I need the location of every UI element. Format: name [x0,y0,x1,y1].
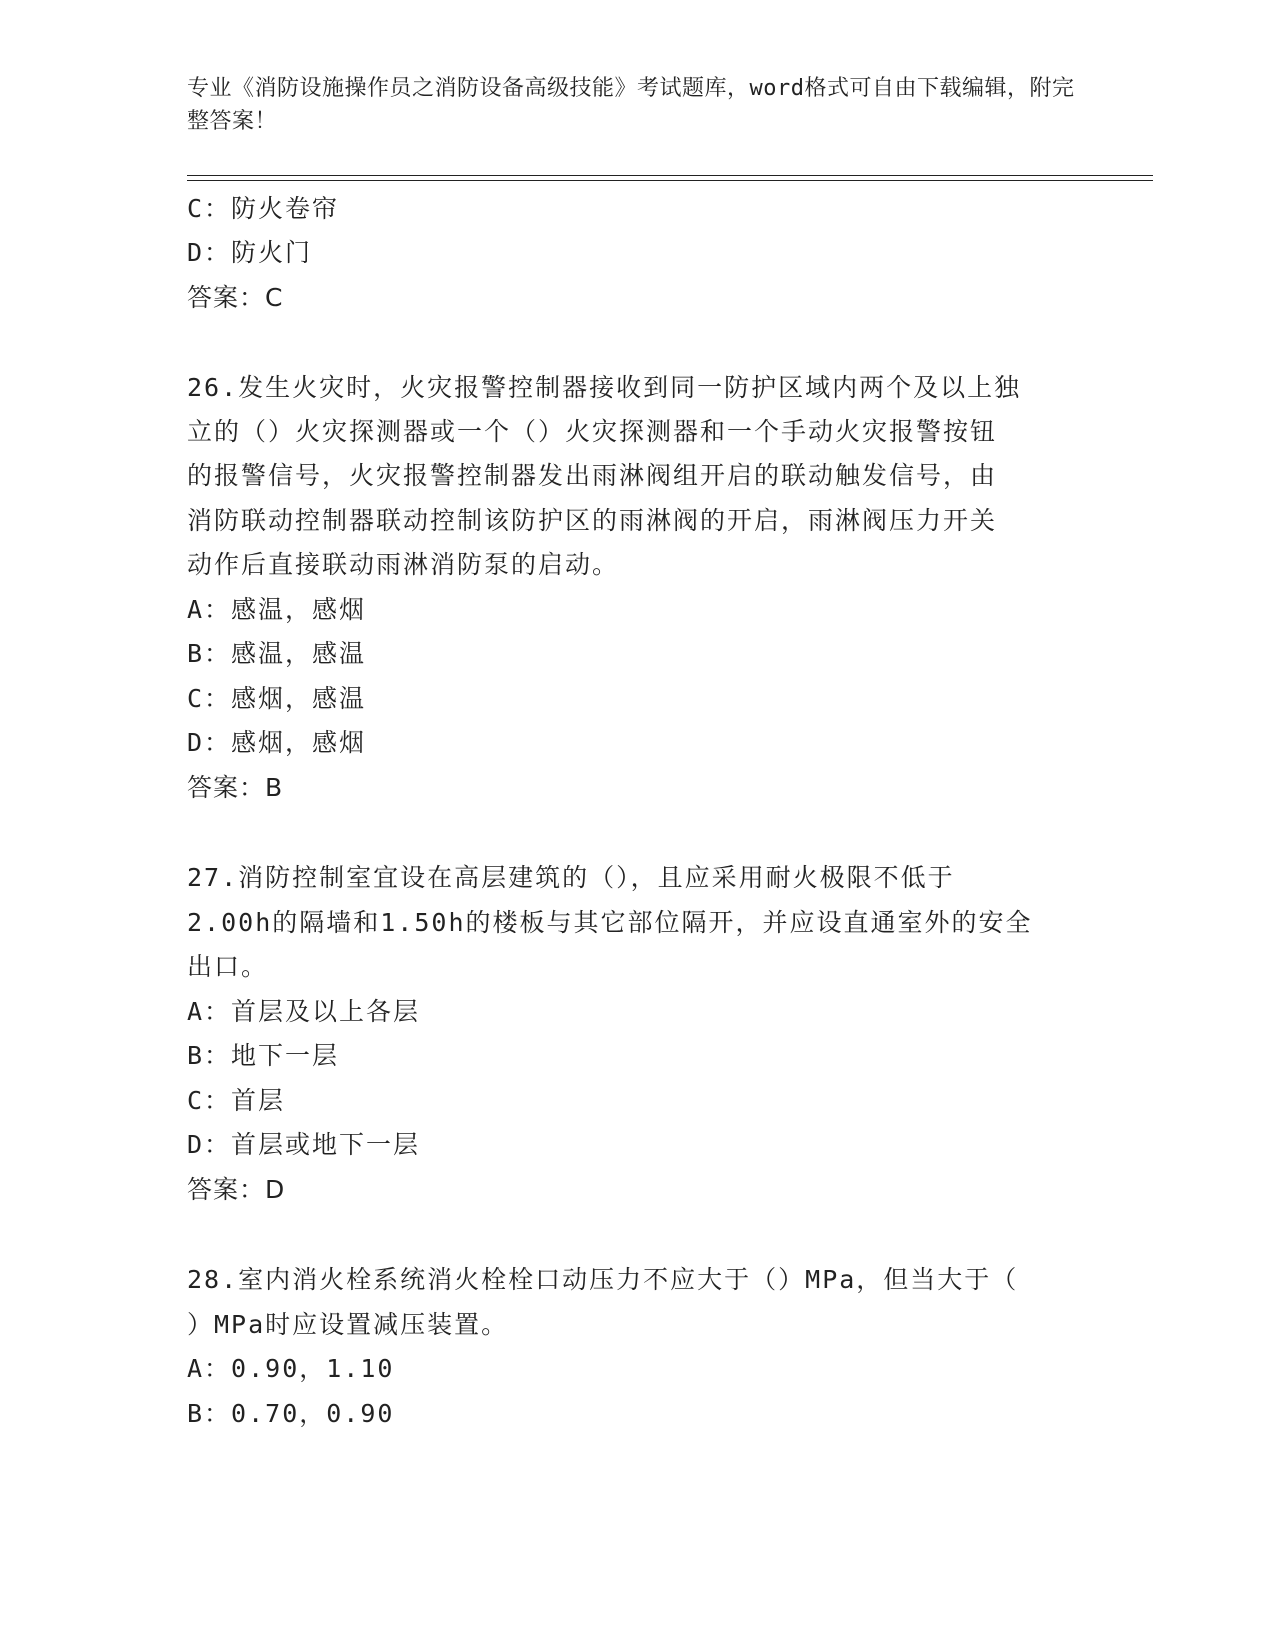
header-rule-bottom [187,180,1153,181]
question-28-stem-line-2: ）MPa时应设置减压装置。 [187,1310,509,1339]
question-28-option-a: A：0.90，1.10 [187,1354,395,1383]
answer: 答案：C [187,283,284,312]
question-26-answer: 答案：B [187,773,284,802]
question-26-stem-line-3: 的报警信号，火灾报警控制器发出雨淋阀组开启的联动触发信号，由 [187,461,998,490]
question-26-option-b: B：感温，感温 [187,639,367,668]
question-26-option-c: C：感烟，感温 [187,684,367,713]
question-27-option-d: D：首层或地下一层 [187,1130,421,1159]
question-27-option-c: C：首层 [187,1086,286,1115]
question-27-option-a: A：首层及以上各层 [187,997,421,1026]
question-26-option-a: A：感温，感烟 [187,595,367,624]
question-26-option-d: D：感烟，感烟 [187,728,367,757]
question-26-stem-line-5: 动作后直接联动雨淋消防泵的启动。 [187,550,620,579]
option-d: D：防火门 [187,238,313,267]
question-27-stem-line-1: 27.消防控制室宜设在高层建筑的（），且应采用耐火极限不低于 [187,863,955,892]
header-rule-top [187,175,1153,176]
question-28-option-b: B：0.70，0.90 [187,1399,395,1428]
option-c: C：防火卷帘 [187,194,340,223]
question-28-stem-line-1: 28.室内消火栓系统消火栓栓口动压力不应大于（）MPa，但当大于（ [187,1265,1019,1294]
question-26-stem-line-2: 立的（）火灾探测器或一个（）火灾探测器和一个手动火灾报警按钮 [187,417,998,446]
question-26-stem-line-1: 26.发生火灾时，火灾报警控制器接收到同一防护区域内两个及以上独 [187,373,1022,402]
question-27-stem-line-3: 出口。 [187,952,269,981]
question-27-answer: 答案：D [187,1175,286,1204]
document-header: 专业《消防设施操作员之消防设备高级技能》考试题库，word格式可自由下载编辑，附完整答案！ [187,76,1075,134]
question-27-option-b: B：地下一层 [187,1041,340,1070]
question-27-stem-line-2: 2.00h的隔墙和1.50h的楼板与其它部位隔开，并应设直通室外的安全 [187,908,1033,937]
question-26-stem-line-4: 消防联动控制器联动控制该防护区的雨淋阀的开启，雨淋阀压力开关 [187,506,998,535]
